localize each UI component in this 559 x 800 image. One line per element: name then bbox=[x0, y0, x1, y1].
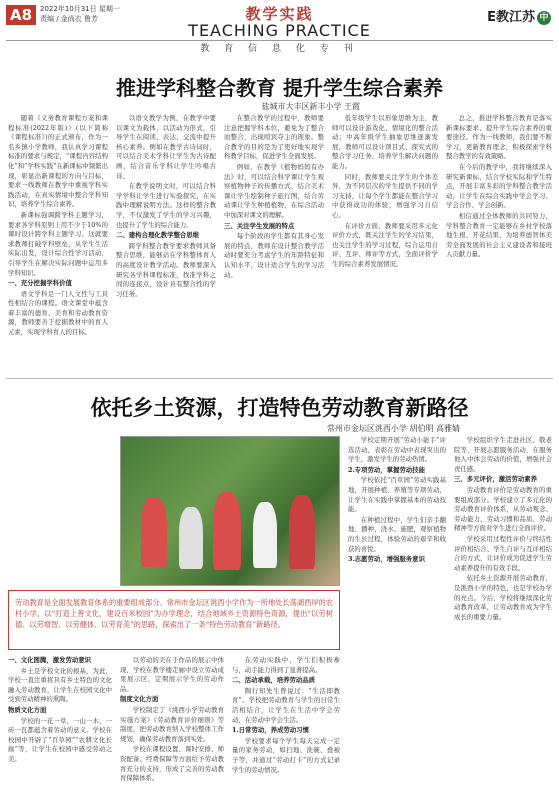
brand-icon: 中 bbox=[537, 11, 551, 25]
section-title-cn: 教学实践 bbox=[245, 5, 314, 23]
article1-col1-p1: 随着《义务教育课程方案和课程标准(2022年版)》(以下简称《课程标准》)的正式颁布，作为一名乡镇小学教师，我认真学习课程标准的要求与规定，“课程内容结构化”和“学科实践”在新课标中频繁出现，彰显出新课程的方向与目标，要求一线教师在教学中重视学科实践活动，在真实情境中整合学科知识，培养学生综合素养。 bbox=[8, 114, 108, 209]
article1-col3-p3: 每个阶段的学生都有其身心发展的特点，教师在设计整合教学活动时要充分考虑学生的年龄特征和认知水平，设计适合学生的学习活动。 bbox=[224, 232, 324, 279]
article2-cold-p1: 学校定期开展“劳动小能手”评选活动，表彰在劳动中表现突出的学生，激发学生的劳动热情。 bbox=[348, 436, 446, 464]
article2-lead-box: 劳动教育是全面发展教育体系的重要组成部分。常州市金坛区洮西小学作为一所地处长荡湖西岸的农村小学，以“打造上善文化，建设百米校园”为办学理念，结合地域乡土资源特色资源，提出“以劳树德、以劳增智、以劳健体、以劳育美”的思路，探索出了一条“特色劳动教育”新路径。 bbox=[8, 590, 340, 650]
article2-cole-p1: 学校组织学生走进社区、敬老院等，开展志愿服务活动，在服务他人中体会劳动的价值，增强社会责任感。 bbox=[454, 436, 552, 473]
page-header bbox=[0, 0, 559, 62]
article1-byline: 盐城市大丰区新丰小学 王霞 bbox=[261, 102, 360, 111]
article1-subhead-1: 一、充分挖掘学科价值 bbox=[8, 279, 72, 288]
article2-subhead-3: 三、多元评价，激活劳动素养 bbox=[454, 475, 538, 484]
article2-colb-p1: 以劳动的美在于作品的展示中体现，学校在教学楼走廊中设立劳动成果展示区，定期展示学生的劳动作品。 bbox=[120, 656, 224, 693]
article1-column-5 bbox=[446, 114, 552, 370]
article2-cole-p2: 劳动教育评价是劳动教育的重要组成部分。学校建立了多元化的劳动教育评价体系，从劳动观念、劳动能力、劳动习惯和品质、劳动精神等方面对学生进行全面评价。 bbox=[454, 485, 552, 533]
article2-column-2 bbox=[120, 656, 224, 796]
article2-cole-p4: 依托乡土资源开展劳动教育，是洮西小学的特色，也是学校办学的亮点。今后，学校将继续深化劳动教育改革，让劳动教育成为学生成长的重要力量。 bbox=[454, 574, 552, 621]
article2-subhead-1b: 制度文化方面 bbox=[120, 695, 159, 704]
article1-col5-p2: 在今后的教学中，我将继续深入研究新课标，结合学校实际和学生特点，开展丰富多彩的学科整合教学活动，让学生在综合实践中学会学习、学会合作、学会创新。 bbox=[446, 162, 552, 210]
section-title-en: TEACHING PRACTICE bbox=[188, 21, 371, 40]
article2-colc-p3: 学校要求每个学生每天完成一定量的家务劳动，如扫地、洗碗、叠被子等，并通过“劳动打卡”的方式记录学生的劳动情况。 bbox=[232, 736, 340, 774]
article2-subhead-2: 二、活动承载，培养劳动品质 bbox=[232, 676, 316, 685]
student-figure bbox=[141, 497, 167, 567]
article2-subhead-2b: 2.专项劳动，掌握劳动技能 bbox=[348, 465, 425, 474]
page-number-badge: A8 bbox=[6, 5, 36, 25]
article2-colb-p3: 学校在课程设置、课时安排、师资配备、经费保障等方面给予劳动教育充分的支持，形成了完善的劳动教育保障体系。 bbox=[120, 745, 224, 783]
article1-col3-p2: 例如，在教学《植物妈妈有办法》时，可以结合科学课让学生观察植物种子的传播方式，结合美术课让学生绘制种子旅行图，结合劳动课让学生种植植物，在综合活动中加深对课文的理解。 bbox=[224, 162, 324, 219]
article2-colc-p2: 陶行知先生曾说过：“生活即教育”。学校把劳动教育与学生的日常生活相结合，让学生在生活中学会劳动，在劳动中学会生活。 bbox=[232, 686, 340, 724]
article1-col2-p2: 在教学说明文时，可以结合科学学科让学生进行实验探究，在实践中理解说明方法。这样的整合教学，不仅激发了学生的学习兴趣，也提升了学生的综合能力。 bbox=[116, 182, 216, 229]
article1-col5-p1: 总之，推进学科整合教育是落实新课标要求、提升学生综合素养的重要途径。作为一线教师，我们要不断学习，更新教育理念，积极探索学科整合教学的有效策略。 bbox=[446, 114, 552, 161]
article2-cold-p2: 学校依托“百草园”劳动实践基地，开展种植、养殖等专项劳动，让学生在实践中掌握基本的劳动技能。 bbox=[348, 476, 446, 514]
article1-col2-p3: 跨学科整合教学要求教师具备整合思维，能够站在学科整体育人的高度设计教学活动。教师要深入研究各学科课程标准，找准学科之间的连接点，设计具有整合性的学习任务。 bbox=[116, 241, 216, 298]
article2-cola-p1: 乡土是学校文化的根基，为此，学校一直注重将具有乡土特色的文化融入劳动教育，让学生在校园文化中受到劳动精神的熏陶。 bbox=[8, 666, 112, 704]
issue-date: 2022年10月31日 星期一 bbox=[40, 5, 120, 13]
article1-col2-p1: 以语文教学为例，在教学中要以课文为载体，以活动为形式，引导学生在阅读、表达、交流中提升核心素养。例如在教学古诗词时，可以结合美术学科让学生为古诗配画，结合音乐学科让学生吟唱古诗。 bbox=[116, 114, 216, 180]
article1-subhead-2: 二、建构合理化教学整合思维 bbox=[116, 231, 200, 240]
section-subtitle: 教 育 信 息 化 专 刊 bbox=[200, 44, 359, 54]
article1-title: 推进学科整合教育 提升学生综合素养 bbox=[116, 76, 443, 100]
article2-subhead-1a: 物质文化方面 bbox=[8, 705, 47, 714]
article2-cold-p3: 在种植过程中，学生们亲手翻地、播种、浇水、施肥，观察植物的生长过程，体验劳动的艰辛和收获的喜悦。 bbox=[348, 515, 446, 553]
article2-title: 依托乡土资源，打造特色劳动教育新路径 bbox=[90, 396, 469, 420]
article2-cole-p3: 学校采用过程性评价与终结性评价相结合、学生自评与互评相结合的方式，让评价成为促进学生劳动素养提升的有效手段。 bbox=[454, 534, 552, 572]
brand-logo bbox=[487, 6, 551, 25]
student-figure bbox=[289, 495, 315, 569]
article2-column-5 bbox=[454, 436, 552, 796]
article1-col4-p3: 在评价方面，教师要采用多元化评价方式，既关注学生的学习结果，也关注学生的学习过程，综合运用自评、互评、师评等方式，全面评价学生的综合素养发展情况。 bbox=[332, 221, 438, 268]
article2-subhead-2a: 1.日常劳动，养成劳动习惯 bbox=[232, 726, 309, 735]
article2-column-1 bbox=[8, 656, 112, 796]
article1-col4-p1: 低年级学生以形象思维为主，教师可以设计游戏化、情境化的整合活动；中高年级学生抽象思维逐渐发展，教师可以设计项目式、探究式的整合学习任务，培养学生解决问题的能力。 bbox=[332, 114, 438, 170]
article1-subhead-3: 三、关注学生发展的特点 bbox=[224, 221, 295, 230]
article1-col1-p3: 语文学科是一门人文性与工具性相结合的课程。语文课堂中蕴含着丰富的德育、美育和劳动教育资源，教师要善于挖掘教材中的育人元素，实现学科育人的目标。 bbox=[8, 289, 108, 337]
article2-column-3 bbox=[232, 656, 340, 796]
article2-subhead-2c: 3.志愿劳动，增强服务意识 bbox=[348, 555, 425, 564]
article1-col1-p2: 新课标强调跨学科主题学习，要求各学科原则上用不少于10%的课时设计跨学科主题学习。这就要求教师打破学科壁垒，从学生生活实际出发，设计综合性学习活动，引导学生在解决实际问题中运用多学科知识。 bbox=[8, 210, 108, 277]
article1-column-4 bbox=[332, 114, 438, 370]
article2-byline: 常州市金坛区洮西小学 胡伯明 高雅婧 bbox=[326, 424, 460, 433]
article2-column-4 bbox=[348, 436, 446, 796]
brand-text: E教江苏 bbox=[487, 10, 535, 25]
student-figure bbox=[253, 502, 277, 568]
article1-column-1 bbox=[8, 114, 108, 370]
article1-col5-p3: 相信通过全体教师的共同努力，学科整合教育一定能够在乡村学校落地生根、开花结果，为培养德智体美劳全面发展的社会主义建设者和接班人贡献力量。 bbox=[446, 211, 552, 259]
student-figure bbox=[179, 507, 203, 569]
article1-column-2 bbox=[116, 114, 216, 370]
article2-colc-p1: 在劳动实践中，学生们积极参与，动手能力得到了显著提高。 bbox=[232, 656, 340, 674]
article2-cola-p2: 学校的一花一草、一山一木，一砖一瓦都蕴含着劳动的意义。学校在校园中开辟了“百草园”“农耕文化长廊”等，让学生在校园中感受劳动之美。 bbox=[8, 716, 112, 763]
students-photo bbox=[120, 436, 340, 586]
editor-line: 责编 / 金尚衣 鲁芳 bbox=[40, 15, 99, 23]
article1-col3-p1: 在整合教学的过程中，教师要注意把握学科本位，避免为了整合而整合，出现喧宾夺主的现象。整合教学的目的是为了更好地实现学科教学目标，促进学生全面发展。 bbox=[224, 114, 324, 161]
article1-column-3 bbox=[224, 114, 324, 370]
article1-col4-p2: 同时，教师要关注学生的个体差异，为不同层次的学生提供不同的学习支持，让每个学生都能在整合学习中获得成功的体验，增强学习自信心。 bbox=[332, 172, 438, 219]
article2-colb-p2: 学校制定了《洮西小学劳动教育实施方案》《劳动教育评价细则》等制度，把劳动教育纳入学校整体工作规划，确保劳动教育落到实处。 bbox=[120, 705, 224, 743]
article2-subhead-1: 一、文化图腾，激发劳动意识 bbox=[8, 656, 92, 664]
student-figure bbox=[213, 492, 241, 570]
article-divider bbox=[6, 378, 553, 379]
